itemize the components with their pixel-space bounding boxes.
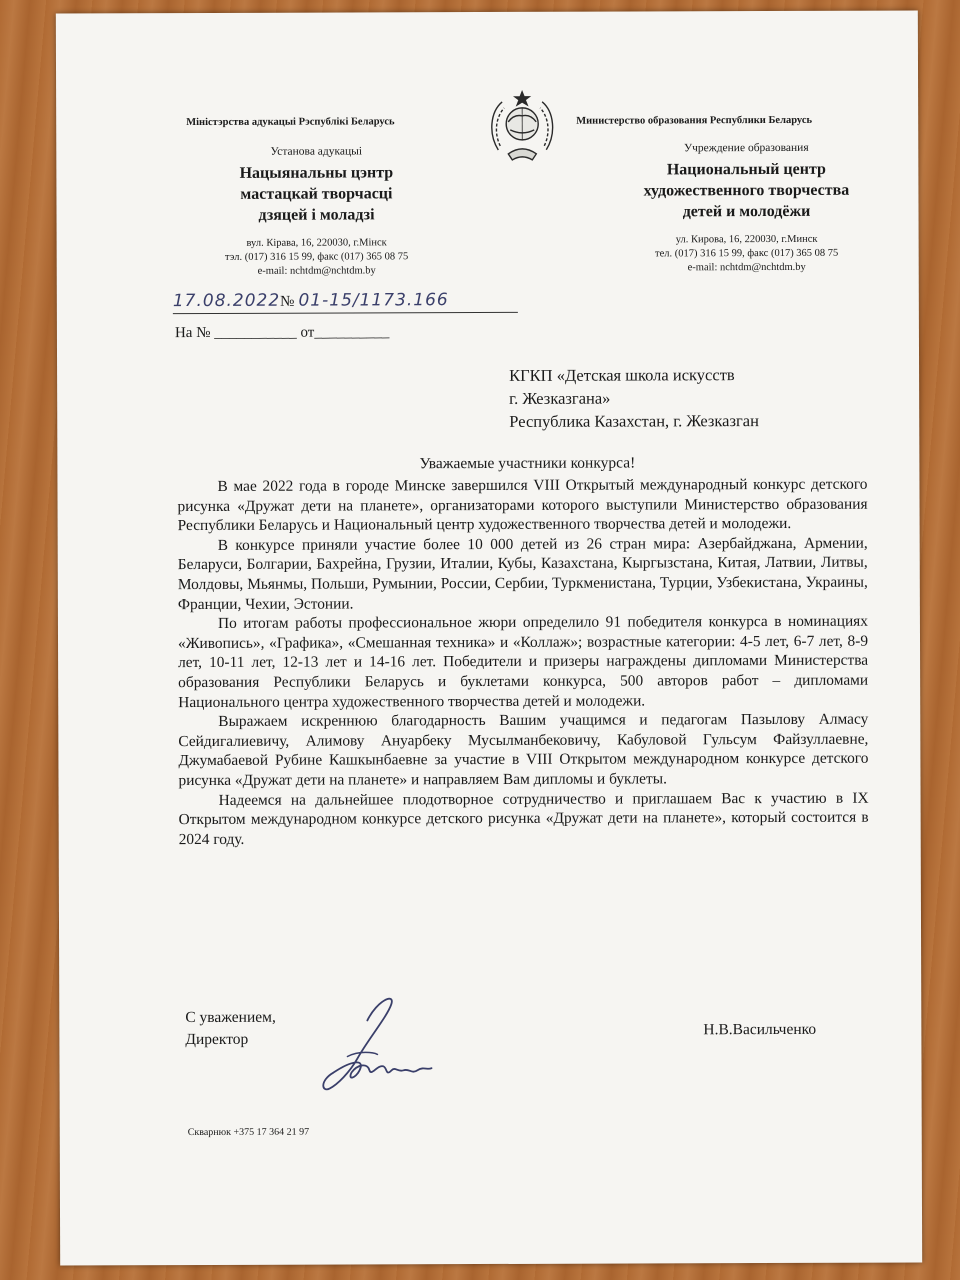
address-by: вул. Кірава, 16, 220030, г.Мінск	[246, 237, 387, 249]
handwritten-number: 01-15/1173.166	[298, 290, 449, 311]
addressee-line: КГКП «Детская школа искусств	[509, 365, 735, 385]
addressee-line: Республика Казахстан, г. Жезказган	[509, 411, 759, 431]
institution-type-ru: Учреждение образования	[683, 141, 809, 155]
institution-name-line: дзяцей і моладзі	[258, 206, 375, 224]
institution-name-line: мастацкай творчасці	[240, 185, 393, 203]
signer-name: Н.В.Васильченко	[703, 1020, 817, 1039]
letter-paragraph: Надеемся на дальнейшее плодотворное сотрудничество и приглашаем Вас к участию в IX Открытом международном конкурсе детского рисунка «Дружат дети на планете», который состоится в 2024 году.	[178, 789, 869, 848]
closing-phrase: С уважением,	[185, 1008, 276, 1027]
phone-ru: тел. (017) 316 15 99, факс (017) 365 08 75	[654, 247, 839, 260]
closing-block	[185, 1007, 276, 1051]
institution-name-line: Нацыянальны цэнтр	[239, 164, 394, 182]
number-sign: №	[280, 293, 295, 310]
institution-name-line: детей и молодёжи	[682, 202, 811, 221]
belarus-emblem-icon	[486, 86, 558, 164]
salutation: Уважаемые участники конкурса!	[419, 454, 636, 473]
letter-paragraph: По итогам работы профессиональное жюри определило 91 победителя конкурса в номинациях «Живопись», «Графика», «Смешанная техника» и «Коллаж»; возрастные категории: 4-5 лет, 6-7 лет, 8-9 лет, 10-11 лет, 12-13 лет и 14-16 лет. Победители и призеры награждены дипломами Министерства образования Республики Беларусь и буклетами конкурса, 500 авторов работ – дипломами Национального центра художественного творчества детей и молодежи.	[177, 612, 869, 711]
addressee-block	[509, 363, 759, 433]
executor-contact: Скварнюк +375 17 364 21 97	[187, 1126, 310, 1139]
contacts-ru	[622, 233, 872, 276]
registration-line	[173, 290, 533, 311]
handwritten-date: 17.08.2022	[172, 290, 281, 312]
institution-name-by	[196, 162, 436, 226]
email-ru: e-mail: nchtdm@nchtdm.by	[687, 261, 806, 274]
reply-reference: На № ___________ от__________	[174, 324, 390, 342]
handwritten-signature	[307, 980, 447, 1100]
signer-position: Директор	[185, 1030, 249, 1049]
addressee-line: г. Жезказгана»	[509, 388, 611, 408]
institution-name-ru	[621, 159, 871, 223]
institution-name-line: Национальный центр	[666, 160, 826, 179]
phone-by: тэл. (017) 316 15 99, факс (017) 365 08 75	[225, 251, 409, 263]
ministry-name-by: Міністэрства адукацыі Рэспублікі Беларусь	[186, 116, 395, 129]
ministry-name-ru: Министерство образования Республики Беларусь	[576, 114, 813, 127]
letter-paragraph: В мае 2022 года в городе Минске завершился VIII Открытый международный конкурс детского рисунка «Дружат дети на планете», организаторами которого выступили Министерство образования Республики Беларусь и Национальный центр художественного творчества детей и молодежи.	[177, 475, 868, 535]
letter-paragraph: Выражаем искреннюю благодарность Вашим учащимся и педагогам Пазылову Алмасу Сейдигалиевичу, Алимову Ануарбеку Мусылманбековичу, Кабуловой Гульсум Файзуллаевне, Джумабаевой Рубине Кашкынбаевне за участие в VIII Открытом международном конкурсе детского рисунка «Дружат дети на планете» и направляем Вам дипломы и буклеты.	[178, 710, 869, 789]
registration-underline	[173, 312, 518, 314]
email-by: e-mail: nchtdm@nchtdm.by	[257, 265, 376, 277]
contacts-by	[197, 236, 437, 279]
letter-sheet	[56, 10, 922, 1265]
institution-name-line: художественного творчества	[643, 181, 850, 200]
letter-body	[177, 475, 868, 850]
letter-paragraph: В конкурсе приняли участие более 10 000 детей из 26 стран мира: Азербайджана, Армении, Беларуси, Болгарии, Бахрейна, Грузии, Италии, Кубы, Казахстана, Кыргызстана, Китая, Латвии, Литвы, Молдовы, Мьянмы, Польши, Румынии, России, Сербии, Туркменистана, Турции, Узбекистана, Украины, Франции, Чехии, Эстонии.	[177, 534, 868, 613]
address-ru: ул. Кирова, 16, 220030, г.Минск	[675, 233, 818, 246]
institution-type-by: Установа адукацыі	[270, 145, 363, 158]
